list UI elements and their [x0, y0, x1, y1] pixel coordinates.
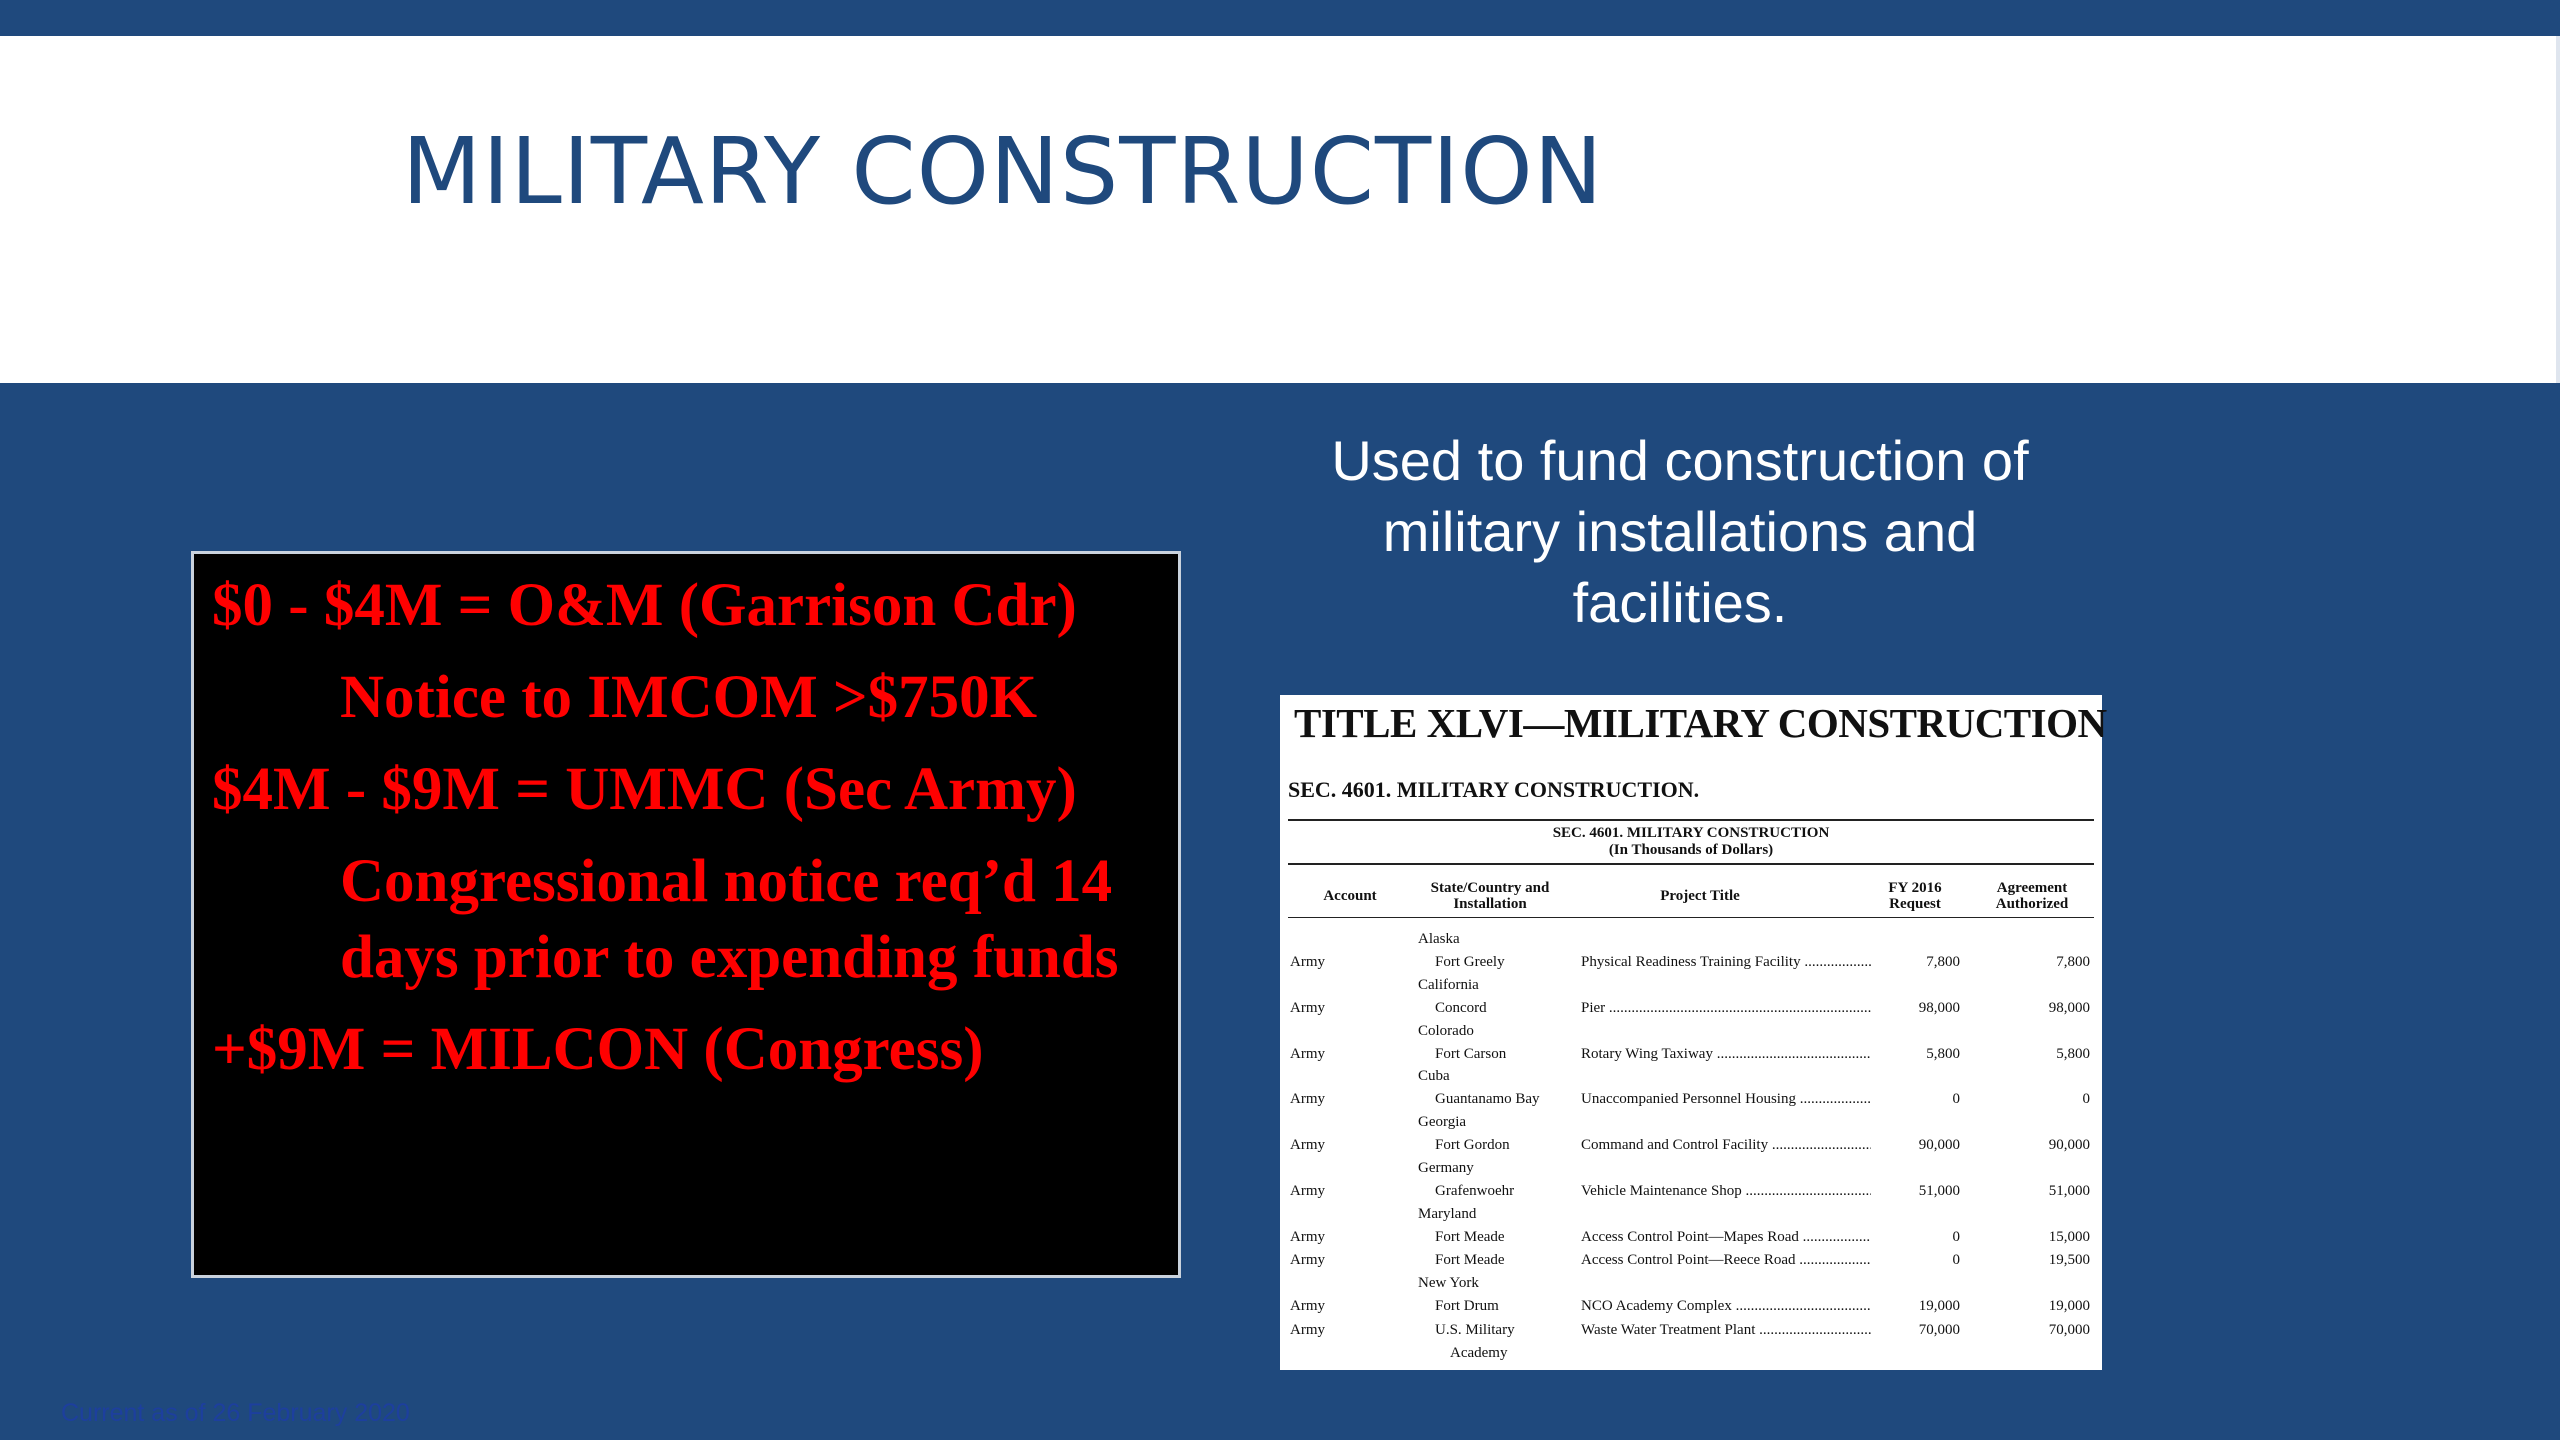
cell-project: NCO Academy Complex ..... [1581, 1295, 1871, 1317]
table-caption-units: (In Thousands of Dollars) [1608, 842, 1774, 858]
column-header-installation-line-2: Installation [1453, 896, 1527, 912]
divider [1288, 917, 2094, 918]
cell-installation: Fort Drum [1435, 1298, 1499, 1314]
column-header-installation-line-1: State/Country and [1430, 880, 1550, 896]
cell-project: Access Control Point—Mapes Road ..... [1581, 1226, 1871, 1248]
cell-request: 5,800 [1926, 1046, 1960, 1062]
state-label: Georgia [1418, 1114, 1467, 1130]
cell-request: 19,000 [1918, 1298, 1960, 1314]
table-row [1280, 951, 2102, 973]
state-label: Maryland [1418, 1206, 1477, 1222]
funding-thresholds-box [191, 551, 1181, 1278]
cell-project: Access Control Point—Reece Road ..... [1581, 1249, 1871, 1271]
cell-authorized: 19,500 [2048, 1252, 2090, 1268]
cell-account: Army [1290, 1091, 1325, 1107]
congressional-notice-line-2: days prior to expending funds [340, 924, 1119, 991]
cell-project: Pier ..... [1581, 997, 1871, 1019]
state-label: Alaska [1418, 931, 1460, 947]
cell-project: Physical Readiness Training Facility ..... [1581, 951, 1871, 973]
description-line-2: military installations and [1382, 500, 1978, 563]
description-line-1: Used to fund construction of [1331, 429, 2029, 492]
cell-account: Army [1290, 1229, 1325, 1245]
cell-authorized: 70,000 [2048, 1322, 2090, 1338]
table-row [1280, 1249, 2102, 1271]
description-text [1240, 425, 2120, 638]
table-row [1280, 1180, 2102, 1202]
column-header-account: Account [1323, 888, 1377, 904]
cell-project: Vehicle Maintenance Shop ..... [1581, 1180, 1871, 1202]
table-row [1280, 1319, 2102, 1341]
cell-project: Rotary Wing Taxiway ..... [1581, 1043, 1871, 1065]
column-header-fy-request [1880, 880, 1950, 912]
cell-installation: Guantanamo Bay [1435, 1091, 1540, 1107]
state-label: Germany [1418, 1160, 1474, 1176]
state-label: Colorado [1418, 1023, 1474, 1039]
cell-authorized: 5,800 [2056, 1046, 2090, 1062]
imcom-notice-line: Notice to IMCOM >$750K [340, 664, 1038, 731]
table-row [1280, 1043, 2102, 1065]
currency-footer: Current as of 26 February 2020 [61, 1399, 410, 1427]
cell-authorized: 7,800 [2056, 954, 2090, 970]
cell-project: Command and Control Facility ..... [1581, 1134, 1871, 1156]
state-label: Cuba [1418, 1068, 1450, 1084]
cell-account: Army [1290, 1322, 1325, 1338]
cell-project: Waste Water Treatment Plant ..... [1581, 1319, 1871, 1341]
cell-request: 70,000 [1918, 1322, 1960, 1338]
installation-continuation: Academy [1450, 1345, 1508, 1361]
section-heading: SEC. 4601. MILITARY CONSTRUCTION. [1288, 777, 1700, 802]
divider [1288, 863, 2094, 865]
cell-account: Army [1290, 954, 1325, 970]
cell-authorized: 98,000 [2048, 1000, 2090, 1016]
cell-account: Army [1290, 1183, 1325, 1199]
threshold-milcon-line: +$9M = MILCON (Congress) [212, 1016, 984, 1083]
column-header-agreement-line-2: Authorized [1995, 896, 2069, 912]
cell-installation: Concord [1435, 1000, 1487, 1016]
table-row [1280, 1134, 2102, 1156]
cell-installation: Fort Greely [1435, 954, 1505, 970]
right-edge-line [2556, 36, 2560, 383]
table-row [1280, 1088, 2102, 1110]
congressional-notice-line-1: Congressional notice req’d 14 [340, 848, 1113, 915]
cell-account: Army [1290, 1298, 1325, 1314]
state-label: California [1418, 977, 1479, 993]
column-header-project: Project Title [1660, 888, 1740, 904]
ndaa-document-excerpt [1280, 695, 2107, 1370]
cell-installation: Fort Gordon [1435, 1137, 1510, 1153]
cell-installation: U.S. Military [1435, 1322, 1515, 1338]
table-caption [1280, 825, 2102, 859]
table-row [1280, 1226, 2102, 1248]
cell-authorized: 90,000 [2048, 1137, 2090, 1153]
cell-request: 90,000 [1918, 1137, 1960, 1153]
cell-request: 98,000 [1918, 1000, 1960, 1016]
table-row [1280, 1295, 2102, 1317]
cell-request: 51,000 [1918, 1183, 1960, 1199]
cell-project: Unaccompanied Personnel Housing ..... [1581, 1088, 1871, 1110]
cell-account: Army [1290, 1252, 1325, 1268]
slide-title: MILITARY CONSTRUCTION [402, 118, 1604, 225]
column-header-installation [1415, 880, 1565, 912]
cell-account: Army [1290, 1000, 1325, 1016]
threshold-ummc-line: $4M - $9M = UMMC (Sec Army) [212, 756, 1077, 823]
threshold-om-line: $0 - $4M = O&M (Garrison Cdr) [212, 572, 1077, 639]
cell-installation: Fort Meade [1435, 1229, 1505, 1245]
table-row [1280, 997, 2102, 1019]
cell-authorized: 15,000 [2048, 1229, 2090, 1245]
cell-authorized: 51,000 [2048, 1183, 2090, 1199]
description-line-3: facilities. [1572, 571, 1788, 634]
cell-account: Army [1290, 1046, 1325, 1062]
column-header-agreement-line-1: Agreement [1996, 880, 2068, 896]
state-label: New York [1418, 1275, 1479, 1291]
cell-request: 0 [1952, 1252, 1960, 1268]
top-border-strip [0, 0, 2560, 36]
column-header-fy-line-1: FY 2016 [1888, 880, 1942, 896]
cell-installation: Fort Carson [1435, 1046, 1507, 1062]
cell-authorized: 19,000 [2048, 1298, 2090, 1314]
table-caption-title: SEC. 4601. MILITARY CONSTRUCTION [1552, 825, 1830, 841]
column-header-fy-line-2: Request [1889, 896, 1941, 912]
cell-installation: Grafenwoehr [1435, 1183, 1515, 1199]
cell-request: 7,800 [1926, 954, 1960, 970]
cell-request: 0 [1952, 1229, 1960, 1245]
divider [1288, 819, 2094, 821]
cell-installation: Fort Meade [1435, 1252, 1505, 1268]
cell-request: 0 [1952, 1091, 1960, 1107]
column-header-agreement [1978, 880, 2086, 912]
cell-account: Army [1290, 1137, 1325, 1153]
document-title: TITLE XLVI—MILITARY CONSTRUCTION [1294, 700, 2107, 746]
cell-authorized: 0 [2082, 1091, 2090, 1107]
